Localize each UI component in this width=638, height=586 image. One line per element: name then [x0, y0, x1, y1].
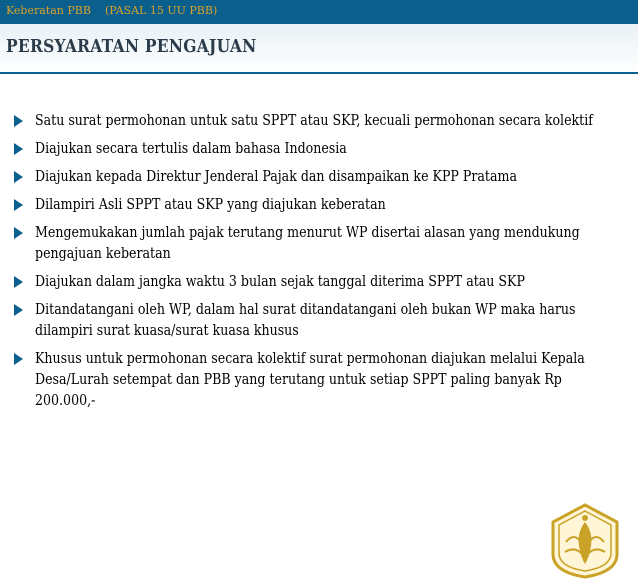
- list-item-text: Ditandatangani oleh WP, dalam hal surat ditandatangani oleh bukan WP maka harus dilampiri surat kuasa/surat kuasa khusus: [35, 300, 576, 339]
- list-item-text: Khusus untuk permohonan secara kolektif surat permohonan diajukan melalui Kepala Desa/Lurah setempat dan PBB yang terutang untuk setiap SPPT paling banyak Rp 200.000,-: [35, 349, 585, 409]
- triangle-bullet-icon: [14, 227, 23, 239]
- requirements-list: [10, 110, 635, 418]
- triangle-bullet-icon: [14, 276, 23, 288]
- triangle-bullet-icon: [14, 199, 23, 211]
- list-item-text: Satu surat permohonan untuk satu SPPT atau SKP, kecuali permohonan secara kolektif: [35, 111, 593, 129]
- list-item: [10, 299, 635, 341]
- list-item-text: Mengemukakan jumlah pajak terutang menurut WP disertai alasan yang mendukung pengajuan keberatan: [35, 223, 580, 262]
- list-item: [10, 166, 635, 187]
- header-text: [6, 4, 217, 17]
- header-left-label: Keberatan PBB: [6, 4, 91, 17]
- list-item: [10, 271, 635, 292]
- list-item-text: Diajukan kepada Direktur Jenderal Pajak dan disampaikan ke KPP Pratama: [35, 167, 517, 185]
- triangle-bullet-icon: [14, 353, 23, 365]
- triangle-bullet-icon: [14, 304, 23, 316]
- list-item: [10, 194, 635, 215]
- list-item: [10, 348, 635, 411]
- list-item-text: Dilampiri Asli SPPT atau SKP yang diajukan keberatan: [35, 195, 386, 213]
- list-item: [10, 222, 635, 264]
- triangle-bullet-icon: [14, 143, 23, 155]
- title-divider: [0, 72, 638, 74]
- triangle-bullet-icon: [14, 115, 23, 127]
- triangle-bullet-icon: [14, 171, 23, 183]
- header-right-label: (PASAL 15 UU PBB): [104, 4, 218, 17]
- list-item-text: Diajukan dalam jangka waktu 3 bulan sejak tanggal diterima SPPT atau SKP: [35, 272, 525, 290]
- list-item: [10, 110, 635, 131]
- header-bar: [0, 0, 638, 24]
- list-item-text: Diajukan secara tertulis dalam bahasa Indonesia: [35, 139, 347, 157]
- slide-title: PERSYARATAN PENGAJUAN: [6, 36, 257, 57]
- ministry-of-finance-emblem-icon: [546, 502, 624, 580]
- list-item: [10, 138, 635, 159]
